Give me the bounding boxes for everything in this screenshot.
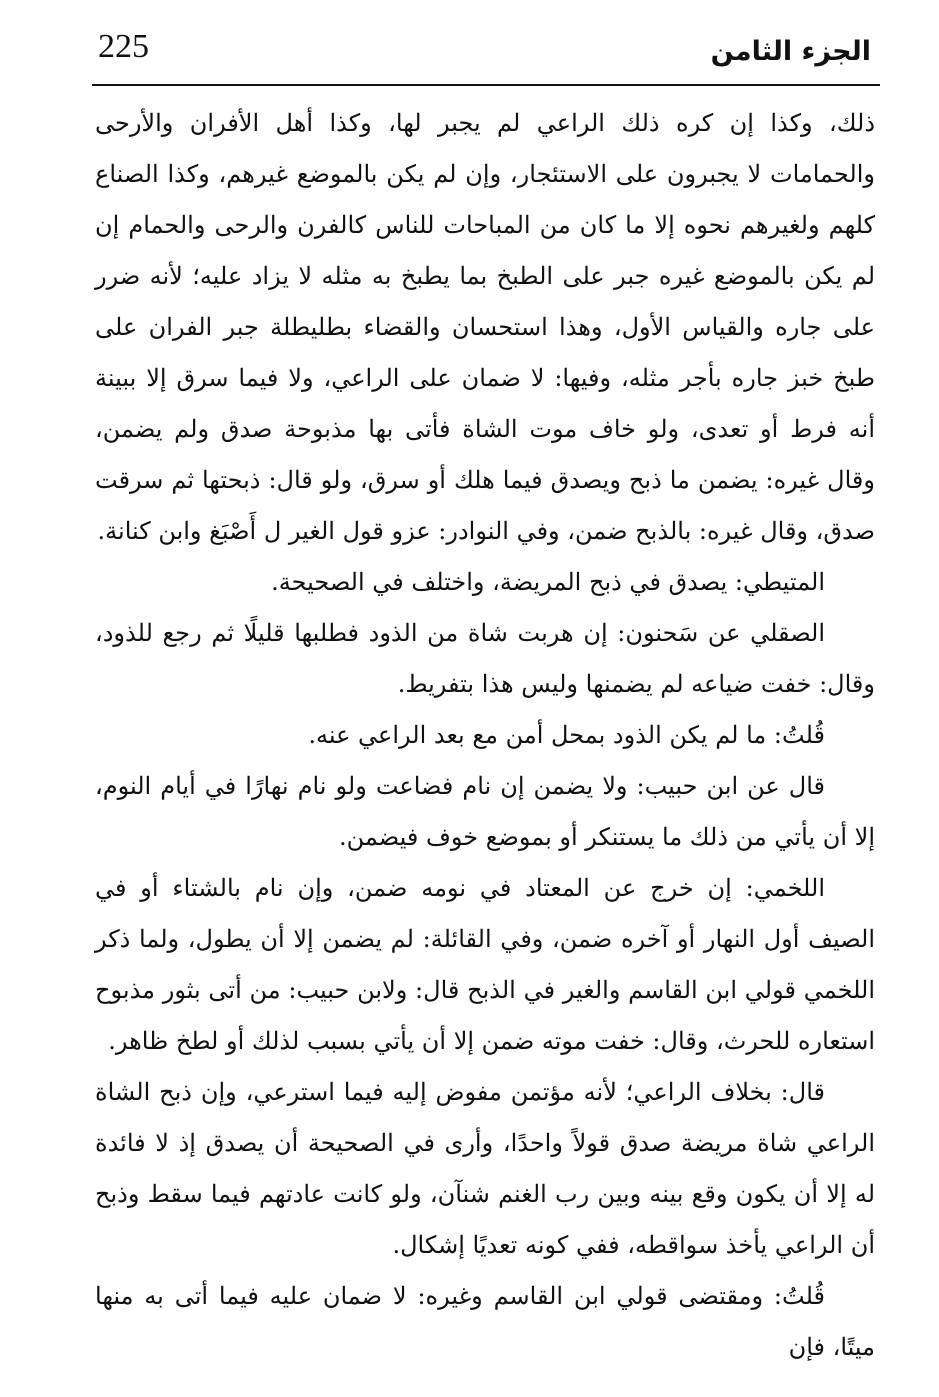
paragraph: قال عن ابن حبيب: ولا يضمن إن نام فضاعت ولو نام نهارًا في أيام النوم، إلا أن يأتي من ذلك ما يستنكر أو بموضع خوف فيضمن. <box>95 772 875 851</box>
paragraph: قُلتُ: ما لم يكن الذود بمحل أمن مع بعد الراعي عنه. <box>308 721 825 749</box>
page-number: 225 <box>98 28 149 65</box>
header-rule <box>92 84 880 86</box>
paragraph: اللخمي: إن خرج عن المعتاد في نومه ضمن، وإن نام بالشتاء أو في الصيف أول النهار أو آخره ضمن، وفي القائلة: لم يضمن إلا أن يطول، ولما ذكر اللخمي قولي ابن القاسم والغير في الذبح قال: ولابن حبيب: من أتى بثور مذبوح استعاره للحرث، وقال: خفت موته ضمن إلا أن يأتي بسبب لذلك أو لطخ ظاهر. <box>95 874 875 1055</box>
paragraph: قال: بخلاف الراعي؛ لأنه مؤتمن مفوض إليه فيما استرعي، وإن ذبح الشاة الراعي شاة مريضة صدق قولاً واحدًا، وأرى في الصحيحة أن يصدق إذ لا فائدة له إلا أن يكون وقع بينه وبين رب الغنم شنآن، ولو كانت عادتهم فيما سقط وذبح أن الراعي يأخذ سواقطه، ففي كونه تعديًا إشكال. <box>95 1078 875 1259</box>
paragraph: الصقلي عن سَحنون: إن هربت شاة من الذود فطلبها قليلًا ثم رجع للذود، وقال: خفت ضياعه لم يضمنها وليس هذا بتفريط. <box>95 619 875 698</box>
running-header: الجزء الثامن <box>710 36 871 67</box>
body-text <box>95 98 875 1373</box>
paragraph: المتيطي: يصدق في ذبح المريضة، واختلف في الصحيحة. <box>271 568 825 596</box>
paragraph: قُلتُ: ومقتضى قولي ابن القاسم وغيره: لا ضمان عليه فيما أتى به منها ميتًا، فإن <box>95 1282 875 1361</box>
paragraph: ذلك، وكذا إن كره ذلك الراعي لم يجبر لها، وكذا أهل الأفران والأرحى والحمامات لا يجبرون على الاستئجار، وإن لم يكن بالموضع غيرهم، وكذا الصناع كلهم ولغيرهم نحوه إلا ما كان من المباحات للناس كالفرن والرحى والحمام إن لم يكن بالموضع غيره جبر على الطبخ بما يطبخ به مثله لا يزاد عليه؛ لأنه ضرر على جاره والقياس الأول، وهذا استحسان والقضاء بطليطلة جبر الفران على طبخ خبز جاره بأجر مثله، وفيها: لا ضمان على الراعي، ولا فيما سرق إلا ببينة أنه فرط أو تعدى، ولو خاف موت الشاة فأتى بها مذبوحة صدق ولم يضمن، وقال غيره: يضمن ما ذبح ويصدق فيما هلك أو سرق، ولو قال: ذبحتها ثم سرقت صدق، وقال غيره: بالذبح ضمن، وفي النوادر: عزو قول الغير ل أَصْبَغ وابن كنانة. <box>95 109 876 545</box>
